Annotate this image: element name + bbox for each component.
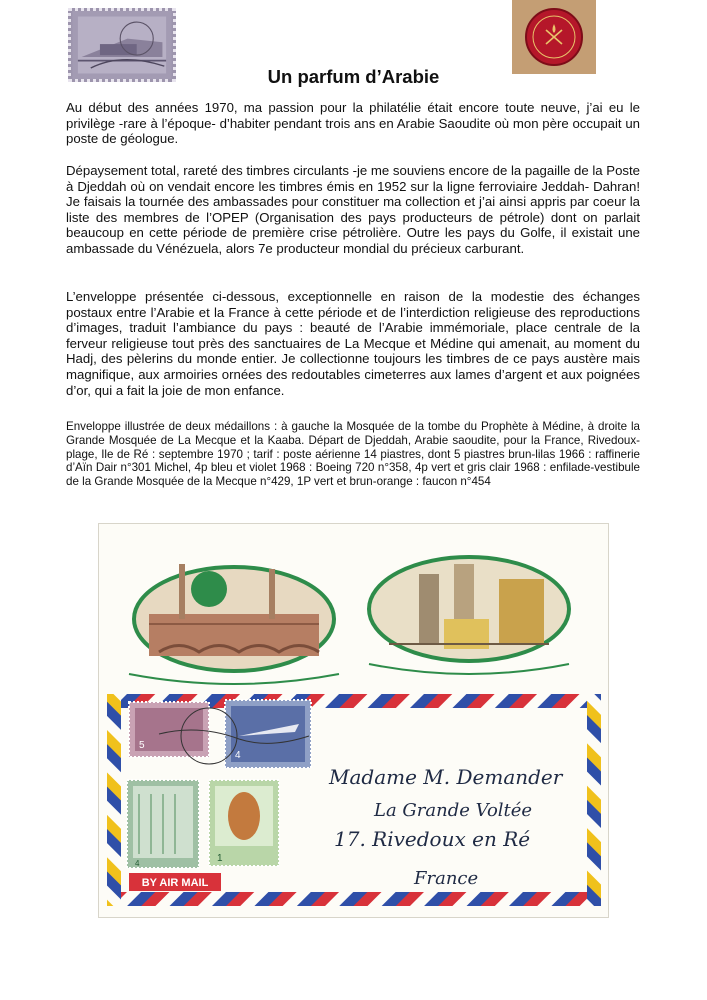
paragraph-intro: Au début des années 1970, ma passion pour la philatélie était encore toute neuve, j’ai eu le privilège -rare à l’époque- d’habiter pendant trois ans en Arabie Saoudite où mon père occupait un poste de géologue. bbox=[66, 100, 640, 147]
by-air-mail-label bbox=[129, 873, 221, 891]
svg-text:5: 5 bbox=[139, 740, 145, 751]
paragraph-dépaysement: Dépaysement total, rareté des timbres circulants -je me souviens encore de la pagaille de la Poste à Djeddah où on vendait encore les timbres émis en 1952 sur la ligne ferroviaire Jeddah- Dahran! Je faisais la tournée des ambassades pour constituer ma collection et j’ai ainsi appris par coeur la liste des membres de l’OPEP (Organisation des pays producteurs de pétrole) dont on parlait beaucoup en cette période de première crise pétrolière. Outre les pays du Golfe, il existait une ambassade du Vénézuela, alors 7e producteur mondial du précieux carburant. bbox=[66, 163, 640, 256]
address-line-1: Madame M. Demander bbox=[329, 765, 563, 789]
airmail-envelope-image bbox=[99, 524, 608, 917]
stamp-falcon bbox=[209, 780, 279, 866]
mecca-medallion bbox=[369, 557, 569, 661]
paragraph-enveloppe: L’enveloppe présentée ci-dessous, exceptionnelle en raison de la modestie des échanges postaux entre l’Arabie et la France à cette période et de l’interdiction religieuse des reproductions d’images, traduit l’ambiance du pays : beauté de l’Arabie immémoriale, place centrale de la ferveur religieuse tout près des sanctuaires de La Mecque et Médine qui amenait, au moment du Hadj, des pèlerins du monde entier. Je collectionne toujours les timbres de ce pays austère mais magnifique, aux armoiries ornées des redoutables cimeterres aux lames d’argent et aux poignées d’or, qui a fait la joie de mon enfance. bbox=[66, 289, 640, 398]
envelope-caption: Enveloppe illustrée de deux médaillons : à gauche la Mosquée de la tombe du Prophète à Médine, à droite la Grande Mosquée de La Mecque et la Kaaba. Départ de Djeddah, Arabie saoudite, pour la France, Rivedoux-plage, Ile de Ré : septembre 1970 ; tarif : poste aérienne 14 piastres, dont 5 piastres brun-lilas 1966 : raffinerie d’Aïn Dair n°301 Michel, 4p bleu et violet 1968 : Boeing 720 n°358, 4p vert et gris clair 1968 : enfilade-vestibule de la Grande Mosquée de la Mecque n°429, 1P vert et brun-orange : faucon n°454 bbox=[66, 420, 640, 489]
svg-text:4: 4 bbox=[235, 750, 241, 761]
address-line-2: La Grande Voltée bbox=[374, 800, 533, 821]
stamp-vestibule bbox=[127, 780, 199, 868]
svg-text:BY AIR MAIL: BY AIR MAIL bbox=[141, 877, 209, 889]
svg-text:1: 1 bbox=[217, 853, 223, 864]
page-title: Un parfum d’Arabie bbox=[267, 66, 440, 87]
address-line-3: 17. Rivedoux en Ré bbox=[334, 827, 531, 851]
address-line-4: France bbox=[414, 868, 479, 889]
medina-medallion bbox=[134, 564, 334, 671]
stamp-boeing bbox=[225, 700, 311, 768]
svg-text:4: 4 bbox=[135, 859, 140, 868]
royal-seal-image bbox=[512, 0, 596, 74]
